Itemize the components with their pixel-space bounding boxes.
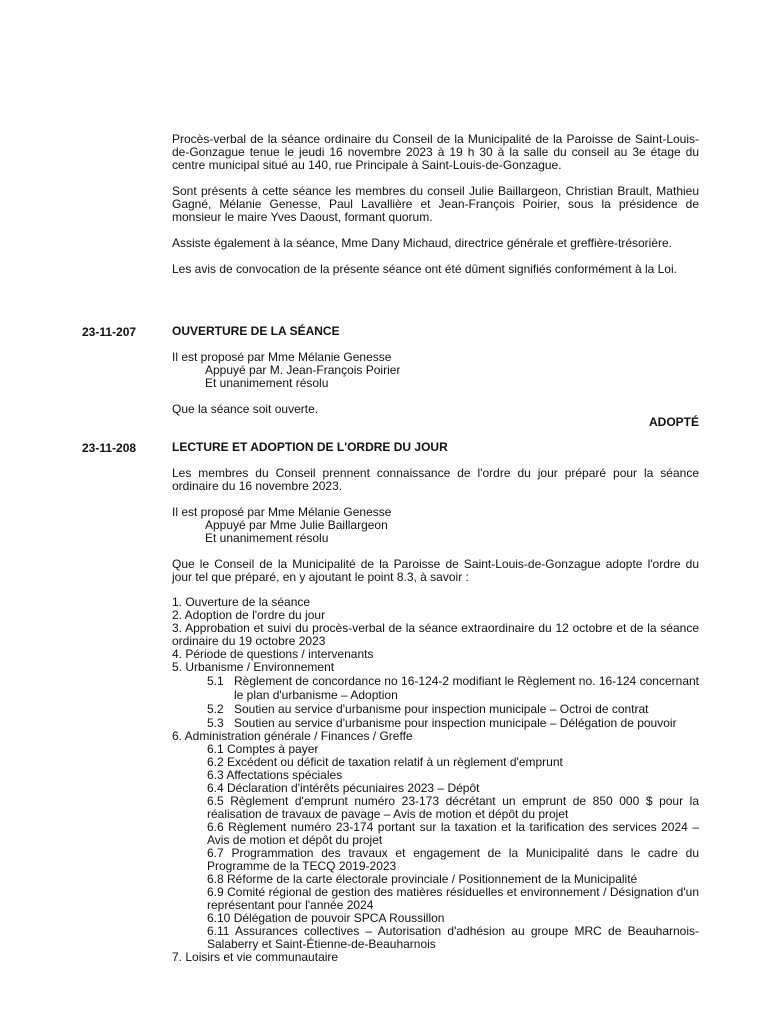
resolution-number: 23-11-208 — [82, 441, 137, 455]
list-item: 6.11 Assurances collectives – Autorisation d'adhésion au groupe MRC de Beauharnois-Salaberry et Saint-Étienne-de-Beauharnois — [207, 924, 699, 951]
list-item: 1. Ouverture de la séance — [172, 595, 311, 609]
item-text: Soutien au service d'urbanisme pour inspection municipale – Délégation de pouvoir — [234, 716, 677, 730]
list-item: 2. Adoption de l'ordre du jour — [172, 608, 326, 622]
list-item: 6. Administration générale / Finances / Greffe — [172, 729, 413, 743]
list-item: 6.1 Comptes à payer — [207, 742, 319, 756]
proposed-by: Il est proposé par Mme Mélanie Genesse — [172, 505, 392, 519]
intro-block — [172, 133, 699, 276]
list-item — [172, 674, 699, 702]
resolution-208 — [82, 440, 699, 584]
seconded-by: Appuyé par M. Jean-François Poirier — [205, 363, 401, 377]
item-text: Règlement de concordance no 16-124-2 modifiant le Règlement no. 16-124 concernant le plan d'urbanisme – Adoption — [234, 674, 699, 702]
intro-paragraph-3: Assiste également à la séance, Mme Dany Michaud, directrice générale et greffière-trésorière. — [172, 236, 673, 250]
list-item: 6.10 Délégation de pouvoir SPCA Roussillon — [207, 911, 445, 925]
list-item: 6.8 Réforme de la carte électorale provinciale / Positionnement de la Municipalité — [207, 872, 638, 886]
resolution-number: 23-11-207 — [82, 325, 137, 339]
resolution-title: OUVERTURE DE LA SÉANCE — [172, 324, 340, 338]
list-item: 7. Loisirs et vie communautaire — [172, 950, 339, 964]
unanimous: Et unanimement résolu — [205, 376, 329, 390]
list-item: 4. Période de questions / intervenants — [172, 647, 374, 661]
resolution-paragraph-1: Les membres du Conseil prennent connaissance de l'ordre du jour préparé pour la séance ordinaire du 16 novembre 2023. — [172, 466, 699, 493]
resolution-207 — [82, 324, 699, 429]
seconded-by: Appuyé par Mme Julie Baillargeon — [205, 518, 388, 532]
unanimous: Et unanimement résolu — [205, 531, 329, 545]
agenda-list — [172, 596, 699, 964]
list-item: 6.2 Excédent ou déficit de taxation relatif à un règlement d'emprunt — [207, 755, 563, 769]
intro-paragraph-4: Les avis de convocation de la présente séance ont été dûment signifiés conformément à la Loi. — [172, 262, 677, 276]
item-text: Soutien au service d'urbanisme pour inspection municipale – Octroi de contrat — [234, 702, 649, 716]
item-number: 5.2 — [207, 702, 224, 716]
intro-paragraph-2: Sont présents à cette séance les membres du conseil Julie Baillargeon, Christian Brault, Mathieu Gagné, Mélanie Genesse, Paul Lavallière et Jean-François Poirier, sous la présidence de monsieur le maire Yves Daoust, formant quorum. — [172, 184, 699, 224]
item-number: 5.1 — [207, 674, 224, 688]
list-item: 3. Approbation et suivi du procès-verbal de la séance extraordinaire du 12 octobre et de la séance ordinaire du 19 octobre 2023 — [172, 621, 699, 648]
list-item: 6.4 Déclaration d'intérêts pécuniaires 2023 – Dépôt — [207, 781, 480, 795]
list-item: 5. Urbanisme / Environnement — [172, 660, 335, 674]
intro-paragraph-1: Procès-verbal de la séance ordinaire du Conseil de la Municipalité de la Paroisse de Saint-Louis-de-Gonzague tenue le jeudi 16 novembre 2023 à 19 h 30 à la salle du conseil au 3e étage du centre municipal situé au 140, rue Principale à Saint-Louis-de-Gonzague. — [172, 132, 699, 172]
item-number: 5.3 — [207, 716, 224, 730]
list-item: 6.3 Affectations spéciales — [207, 768, 343, 782]
proposed-by: Il est proposé par Mme Mélanie Genesse — [172, 350, 392, 364]
list-item: 6.5 Règlement d'emprunt numéro 23-173 décrétant un emprunt de 850 000 $ pour la réalisation de travaux de pavage – Avis de motion et dépôt du projet — [207, 794, 699, 821]
adopted-label: ADOPTÉ — [648, 415, 699, 429]
list-item: 6.6 Règlement numéro 23-174 portant sur la taxation et la tarification des services 2024 – Avis de motion et dépôt du projet — [207, 820, 699, 847]
resolution-title: LECTURE ET ADOPTION DE L'ORDRE DU JOUR — [172, 440, 448, 454]
list-item — [172, 716, 699, 730]
list-item: 6.9 Comité régional de gestion des matières résiduelles et environnement / Désignation d'un représentant pour l'année 2024 — [207, 885, 699, 912]
resolution-paragraph-2: Que le Conseil de la Municipalité de la Paroisse de Saint-Louis-de-Gonzague adopte l'ordre du jour tel que préparé, en y ajoutant le point 8.3, à savoir : — [172, 557, 699, 584]
list-item: 6.7 Programmation des travaux et engagement de la Municipalité dans le cadre du Programme de la TECQ 2019-2023 — [207, 846, 699, 873]
resolution-text: Que la séance soit ouverte. — [172, 402, 319, 416]
list-item — [172, 702, 699, 716]
